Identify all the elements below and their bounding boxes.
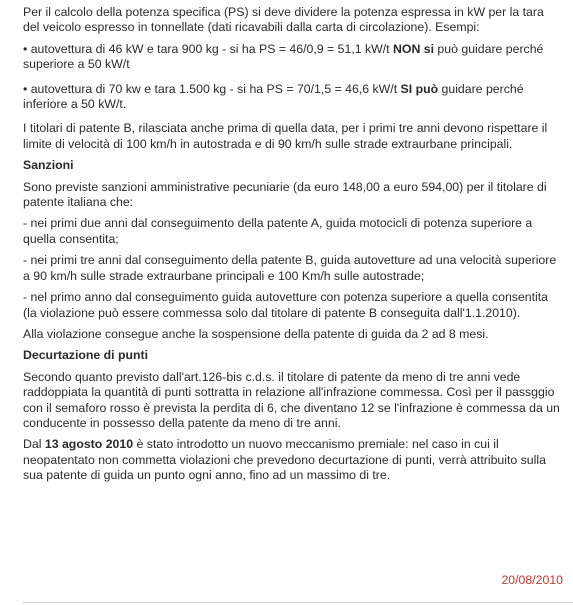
- example-2-text-end: guidare perché inferiore a 50 kW/t.: [23, 81, 524, 112]
- section-heading-decurtazione: Decurtazione di punti: [23, 348, 149, 363]
- premio-text-end: è stato introdotto un nuovo meccanismo premiale: nel caso in cui il neopatentato non commetta violazioni che prevedono decurtazione di punti, verrà attribuito sulla sua patente di guida un punto ogni anno, fino ad un massimo di tre.: [23, 437, 546, 483]
- divider: [23, 602, 573, 603]
- example-2-text: • autovettura di 70 kw e tara 1.500 kg - si ha PS = 70/1,5 = 46,6 kW/t: [23, 81, 401, 96]
- example-1-bold: NON si: [393, 41, 434, 56]
- example-1: [23, 42, 563, 73]
- sanzioni-intro: Sono previste sanzioni amministrative pecuniarie (da euro 148,00 a euro 594,00) per il titolare di patente italiana che:: [23, 179, 547, 210]
- sanzioni-item: - nei primi due anni dal conseguimento della patente A, guida motocicli di potenza superiore a quella consentita;: [23, 216, 533, 246]
- sanzioni-item: - nei primi tre anni dal conseguimento della patente B, guida autovetture ad una velocità superiore a 90 km/h sulle strade extraurbane principali e 100 Km/h sulle autostrade;: [23, 253, 557, 283]
- example-1-text: • autovettura di 46 kW e tara 900 kg - si ha PS = 46/0,9 = 51,1 kW/t: [23, 41, 393, 56]
- premio-paragraph: [23, 437, 563, 483]
- example-2: [23, 82, 563, 113]
- premio-date: 13 agosto 2010: [44, 437, 134, 452]
- example-2-bold: SI può: [400, 81, 439, 96]
- section-heading-sanzioni: Sanzioni: [23, 158, 74, 173]
- speed-limit-paragraph: I titolari di patente B, rilasciata anche prima di quella data, per i primi tre anni devono rispettare il limite di velocità di 100 km/h in autostrada e di 90 km/h sulle strade extraurbane principali.: [23, 121, 548, 151]
- premio-text: Dal: [23, 437, 45, 452]
- sanzioni-item: - nel primo anno dal conseguimento guida autovetture con potenza superiore a quella consentita (la violazione può essere commessa solo dal titolare di patente B conseguita dall'1.1.2010).: [23, 290, 549, 320]
- publish-date: 20/08/2010: [501, 573, 563, 587]
- decurtazione-paragraph: Secondo quanto previsto dall'art.126-bis c.d.s. il titolare di patente da meno di tre anni vede raddoppiata la quantità di punti sottratta in relazione all'infrazione commessa. Così per il passggio con il semaforo rosso è prevista la perdita di 6, che diventano 12 se l'infrazione è commessa da un conducente in possesso della patente da meno di tre anni.: [23, 369, 560, 430]
- intro-paragraph: Per il calcolo della potenza specifica (PS) si deve dividere la potenza espressa in kW per la tara del veicolo espresso in tonnellate (dati ricavabili dalla carta di circolazione). Esempi:: [23, 5, 544, 35]
- example-1-text-end: può guidare perché superiore a 50 kW/t: [23, 41, 544, 72]
- suspension-paragraph: Alla violazione consegue anche la sospensione della patente di guida da 2 ad 8 mesi.: [23, 326, 489, 341]
